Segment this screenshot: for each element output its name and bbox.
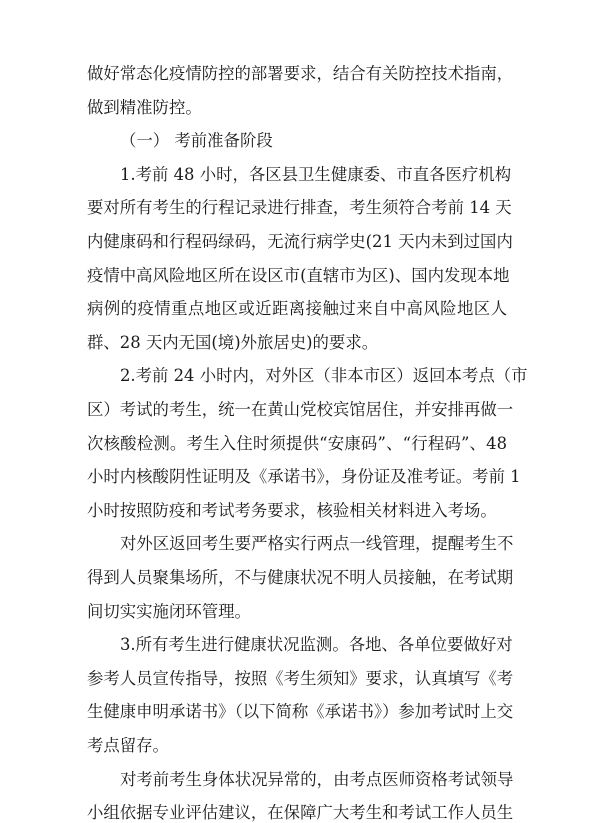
paragraph-line: 3.所有考生进行健康状况监测。各地、各单位要做好对	[120, 635, 513, 655]
paragraph-line: 病例的疫情重点地区或近距离接触过来自中高风险地区人	[87, 299, 507, 319]
paragraph-line: 小时内核酸阴性证明及《承诺书》，身份证及准考证。考前 1	[87, 467, 521, 487]
section-heading: （一） 考前准备阶段	[120, 131, 273, 151]
paragraph-line: 做好常态化疫情防控的部署要求，结合有关防控技术指南，	[87, 64, 514, 83]
paragraph-line: 次核酸检测。考生入住时须提供“安康码”、“行程码”、48	[87, 433, 507, 453]
paragraph-line: 生健康申明承诺书》（以下简称《承诺书》）参加考试时上交	[87, 702, 514, 722]
paragraph-line: 对考前考生身体状况异常的，由考点医师资格考试领导	[120, 769, 514, 789]
paragraph-line: 内健康码和行程码绿码，无流行病学史(21 天内未到过国内	[87, 232, 513, 251]
paragraph-line: 参考人员宣传指导，按照《考生须知》要求，认真填写《考	[87, 668, 514, 688]
paragraph-line: 1.考前 48 小时，各区县卫生健康委、市直各医疗机构	[120, 164, 512, 184]
paragraph-line: 考点留存。	[87, 736, 169, 755]
paragraph-line: 小组依据专业评估建议，在保障广大考生和考试工作人员生	[87, 803, 514, 823]
paragraph-line: 做到精准防控。	[87, 97, 202, 117]
paragraph-line: 得到人员聚集场所，不与健康状况不明人员接触，在考试期	[87, 568, 514, 587]
paragraph-line: 群、28 天内无国(境)外旅居史)的要求。	[87, 332, 379, 352]
paragraph-line: 要对所有考生的行程记录进行排查，考生须符合考前 14 天	[87, 198, 512, 218]
paragraph-line: 间切实实施闭环管理。	[87, 601, 251, 621]
paragraph-line: 对外区返回考生要严格实行两点一线管理，提醒考生不	[120, 534, 514, 554]
paragraph-line: 疫情中高风险地区所在设区市(直辖市为区)、国内发现本地	[87, 265, 510, 285]
paragraph-line: 区）考试的考生，统一在黄山党校宾馆居住，并安排再做一	[87, 400, 514, 419]
paragraph-line: 小时按照防疫和考试考务要求，核验相关材料进入考场。	[87, 500, 497, 520]
paragraph-line: 2.考前 24 小时内，对外区（非本市区）返回本考点（市	[120, 366, 528, 386]
